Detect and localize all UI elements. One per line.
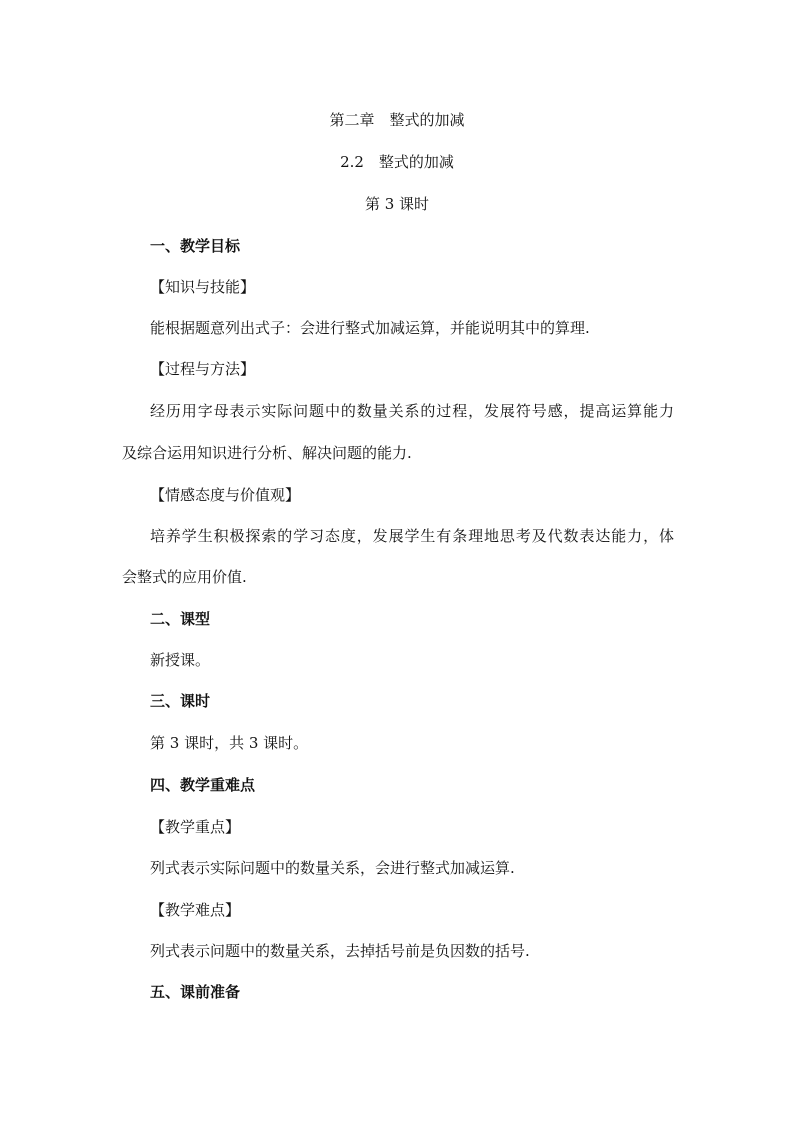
text-emotion-values-line1: 培养学生积极探索的学习态度，发展学生有条理地思考及代数表达能力，体 bbox=[150, 527, 674, 545]
text-knowledge-skills: 能根据题意列出式子：会进行整式加减运算，并能说明其中的算理. bbox=[150, 319, 590, 337]
label-emotion-values: 【情感态度与价值观】 bbox=[150, 486, 301, 504]
text-class-hours: 第 3 课时，共 3 课时。 bbox=[150, 734, 309, 752]
label-difficult-points: 【教学难点】 bbox=[150, 901, 241, 919]
label-key-points: 【教学重点】 bbox=[150, 818, 241, 836]
heading-preparation: 五、课前准备 bbox=[150, 983, 241, 1001]
text-key-points: 列式表示实际问题中的数量关系，会进行整式加减运算. bbox=[150, 859, 515, 877]
text-process-method-line2: 及综合运用知识进行分析、解决问题的能力. bbox=[122, 444, 412, 462]
text-difficult-points: 列式表示问题中的数量关系，去掉括号前是负因数的括号. bbox=[150, 942, 530, 960]
label-process-method: 【过程与方法】 bbox=[150, 360, 256, 378]
chapter-title: 第二章 整式的加减 bbox=[329, 111, 465, 129]
heading-class-hours: 三、课时 bbox=[150, 692, 211, 710]
text-emotion-values-line2: 会整式的应用价值. bbox=[122, 568, 247, 586]
heading-key-difficult-points: 四、教学重难点 bbox=[150, 776, 256, 794]
section-title: 2.2 整式的加减 bbox=[340, 153, 454, 171]
label-knowledge-skills: 【知识与技能】 bbox=[150, 278, 256, 296]
heading-lesson-type: 二、课型 bbox=[150, 610, 211, 628]
heading-teaching-goals: 一、教学目标 bbox=[150, 237, 241, 255]
text-lesson-type: 新授课。 bbox=[150, 651, 211, 669]
lesson-title: 第 3 课时 bbox=[364, 195, 430, 213]
text-process-method-line1: 经历用字母表示实际问题中的数量关系的过程，发展符号感，提高运算能力 bbox=[150, 402, 674, 420]
